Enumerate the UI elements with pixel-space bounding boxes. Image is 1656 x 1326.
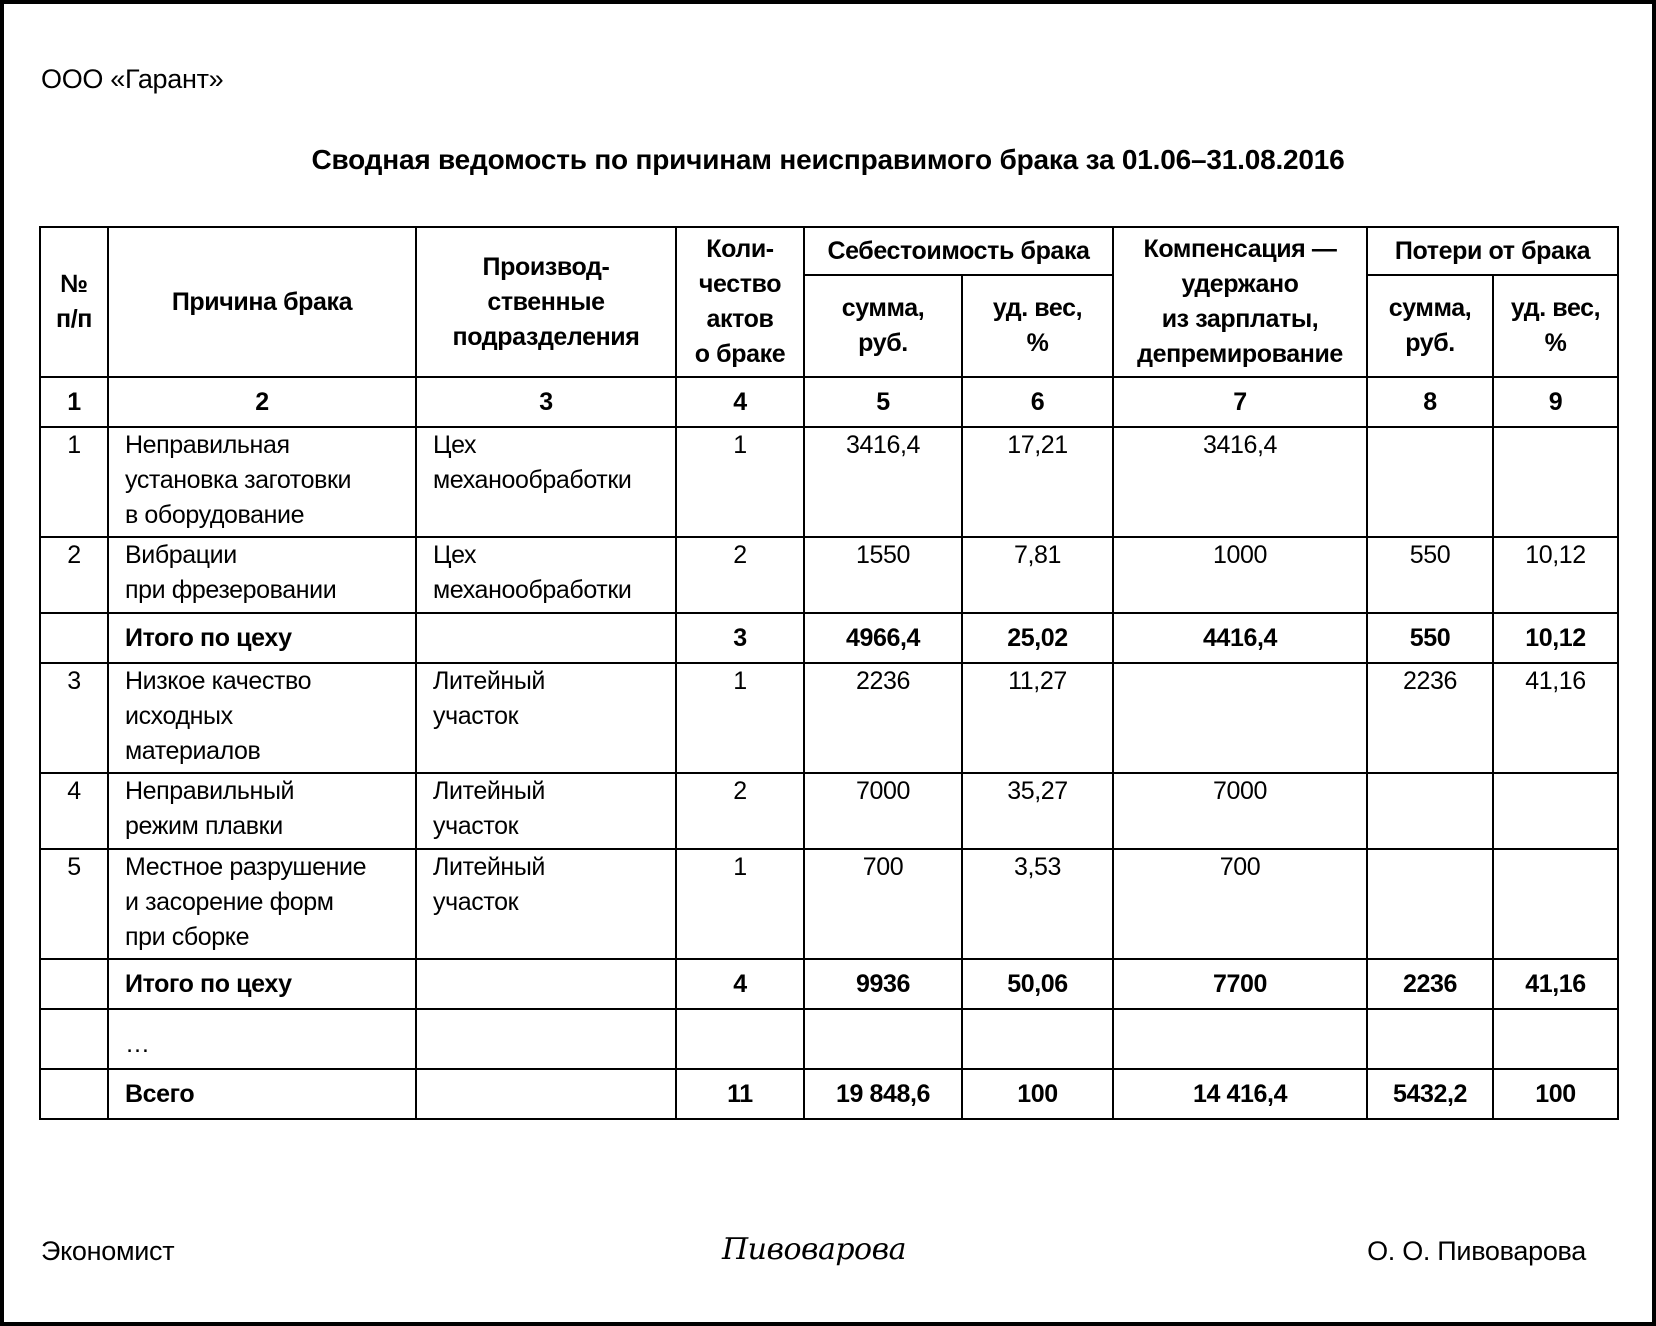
table-row	[40, 773, 1618, 849]
empty-cell	[1493, 1009, 1618, 1069]
row-loss-share: 10,12	[1493, 613, 1618, 663]
row-loss-share: 41,16	[1493, 959, 1618, 1009]
row-compensation	[1113, 663, 1367, 773]
row-acts: 1	[676, 849, 804, 959]
row-cost-share: 3,53	[962, 849, 1113, 959]
row-cost-share: 7,81	[962, 537, 1113, 613]
header-loss-sum: сумма, руб.	[1367, 275, 1493, 377]
row-loss-sum: 2236	[1367, 959, 1493, 1009]
header-cost-sum: сумма, руб.	[804, 275, 962, 377]
row-cost-sum: 1550	[804, 537, 962, 613]
subtotal-row	[40, 959, 1618, 1009]
row-cost-share: 35,27	[962, 773, 1113, 849]
header-acts: Коли- чество актов о браке	[676, 227, 804, 377]
row-cost-sum: 19 848,6	[804, 1069, 962, 1119]
row-division: Литейный участок	[416, 773, 676, 849]
header-loss-share: уд. вес, %	[1493, 275, 1618, 377]
row-acts: 2	[676, 537, 804, 613]
row-cost-sum: 2236	[804, 663, 962, 773]
row-compensation: 7000	[1113, 773, 1367, 849]
row-reason: Местное разрушение и засорение форм при сборке	[108, 849, 416, 959]
row-loss-sum	[1367, 427, 1493, 537]
row-cost-sum: 3416,4	[804, 427, 962, 537]
row-loss-share: 100	[1493, 1069, 1618, 1119]
row-compensation: 1000	[1113, 537, 1367, 613]
row-compensation: 4416,4	[1113, 613, 1367, 663]
row-compensation: 700	[1113, 849, 1367, 959]
row-num: 2	[40, 537, 108, 613]
defect-summary-table	[39, 226, 1619, 1120]
row-cost-share: 100	[962, 1069, 1113, 1119]
column-number: 4	[676, 377, 804, 427]
row-num: 3	[40, 663, 108, 773]
row-cost-sum: 4966,4	[804, 613, 962, 663]
row-acts: 1	[676, 427, 804, 537]
empty-cell	[1113, 1009, 1367, 1069]
row-acts: 11	[676, 1069, 804, 1119]
column-number: 8	[1367, 377, 1493, 427]
row-num	[40, 1069, 108, 1119]
grand-total-row	[40, 1069, 1618, 1119]
row-loss-share	[1493, 773, 1618, 849]
row-division: Литейный участок	[416, 663, 676, 773]
header-loss-group: Потери от брака	[1367, 227, 1618, 275]
empty-cell	[676, 1009, 804, 1069]
row-division: Литейный участок	[416, 849, 676, 959]
row-label: Итого по цеху	[108, 613, 416, 663]
row-compensation: 7700	[1113, 959, 1367, 1009]
row-num	[40, 959, 108, 1009]
row-reason: Вибрации при фрезеровании	[108, 537, 416, 613]
header-division: Производ- ственные подразделения	[416, 227, 676, 377]
row-division: Цех механообработки	[416, 427, 676, 537]
column-number: 3	[416, 377, 676, 427]
table-row	[40, 663, 1618, 773]
ellipsis-row	[40, 1009, 1618, 1069]
row-cost-sum: 700	[804, 849, 962, 959]
row-loss-sum: 550	[1367, 537, 1493, 613]
row-reason: Низкое качество исходных материалов	[108, 663, 416, 773]
row-loss-share	[1493, 849, 1618, 959]
table-row	[40, 849, 1618, 959]
organization-name: ООО «Гарант»	[41, 64, 224, 94]
column-numbers-row	[40, 377, 1618, 427]
column-number: 5	[804, 377, 962, 427]
column-number: 7	[1113, 377, 1367, 427]
row-cost-sum: 9936	[804, 959, 962, 1009]
header-num: № п/п	[40, 227, 108, 377]
row-cost-share: 25,02	[962, 613, 1113, 663]
row-loss-sum	[1367, 849, 1493, 959]
header-reason: Причина брака	[108, 227, 416, 377]
handwritten-signature: Пивоварова	[722, 1232, 906, 1267]
column-number: 1	[40, 377, 108, 427]
row-num	[40, 613, 108, 663]
row-acts: 3	[676, 613, 804, 663]
table-row	[40, 537, 1618, 613]
empty-cell	[804, 1009, 962, 1069]
row-reason: Неправильная установка заготовки в оборудование	[108, 427, 416, 537]
table-row	[40, 427, 1618, 537]
row-cost-share: 11,27	[962, 663, 1113, 773]
signer-name: О. О. Пивоварова	[1367, 1236, 1586, 1266]
row-cost-sum: 7000	[804, 773, 962, 849]
document-title: Сводная ведомость по причинам неисправимого брака за 01.06–31.08.2016	[311, 144, 1345, 175]
column-number: 2	[108, 377, 416, 427]
row-loss-share: 41,16	[1493, 663, 1618, 773]
empty-cell	[962, 1009, 1113, 1069]
header-cost-group: Себестоимость брака	[804, 227, 1113, 275]
row-num: 4	[40, 773, 108, 849]
row-compensation: 3416,4	[1113, 427, 1367, 537]
header-cost-share: уд. вес, %	[962, 275, 1113, 377]
column-number: 6	[962, 377, 1113, 427]
empty-cell	[416, 1009, 676, 1069]
row-division	[416, 613, 676, 663]
row-loss-sum: 2236	[1367, 663, 1493, 773]
signer-role: Экономист	[41, 1236, 175, 1266]
row-num	[40, 1009, 108, 1069]
row-num: 1	[40, 427, 108, 537]
row-num: 5	[40, 849, 108, 959]
row-division	[416, 959, 676, 1009]
row-cost-share: 17,21	[962, 427, 1113, 537]
row-loss-sum	[1367, 773, 1493, 849]
column-number: 9	[1493, 377, 1618, 427]
row-division: Цех механообработки	[416, 537, 676, 613]
row-loss-sum: 5432,2	[1367, 1069, 1493, 1119]
row-cost-share: 50,06	[962, 959, 1113, 1009]
header-compensation: Компенсация — удержано из зарплаты, депремирование	[1113, 227, 1367, 377]
row-loss-share: 10,12	[1493, 537, 1618, 613]
row-acts: 2	[676, 773, 804, 849]
row-label: Всего	[108, 1069, 416, 1119]
row-compensation: 14 416,4	[1113, 1069, 1367, 1119]
row-loss-share	[1493, 427, 1618, 537]
header-row-1	[40, 227, 1618, 275]
row-acts: 4	[676, 959, 804, 1009]
subtotal-row	[40, 613, 1618, 663]
empty-cell	[1367, 1009, 1493, 1069]
ellipsis-text: …	[108, 1009, 416, 1069]
row-acts: 1	[676, 663, 804, 773]
row-label: Итого по цеху	[108, 959, 416, 1009]
row-division	[416, 1069, 676, 1119]
row-loss-sum: 550	[1367, 613, 1493, 663]
row-reason: Неправильный режим плавки	[108, 773, 416, 849]
